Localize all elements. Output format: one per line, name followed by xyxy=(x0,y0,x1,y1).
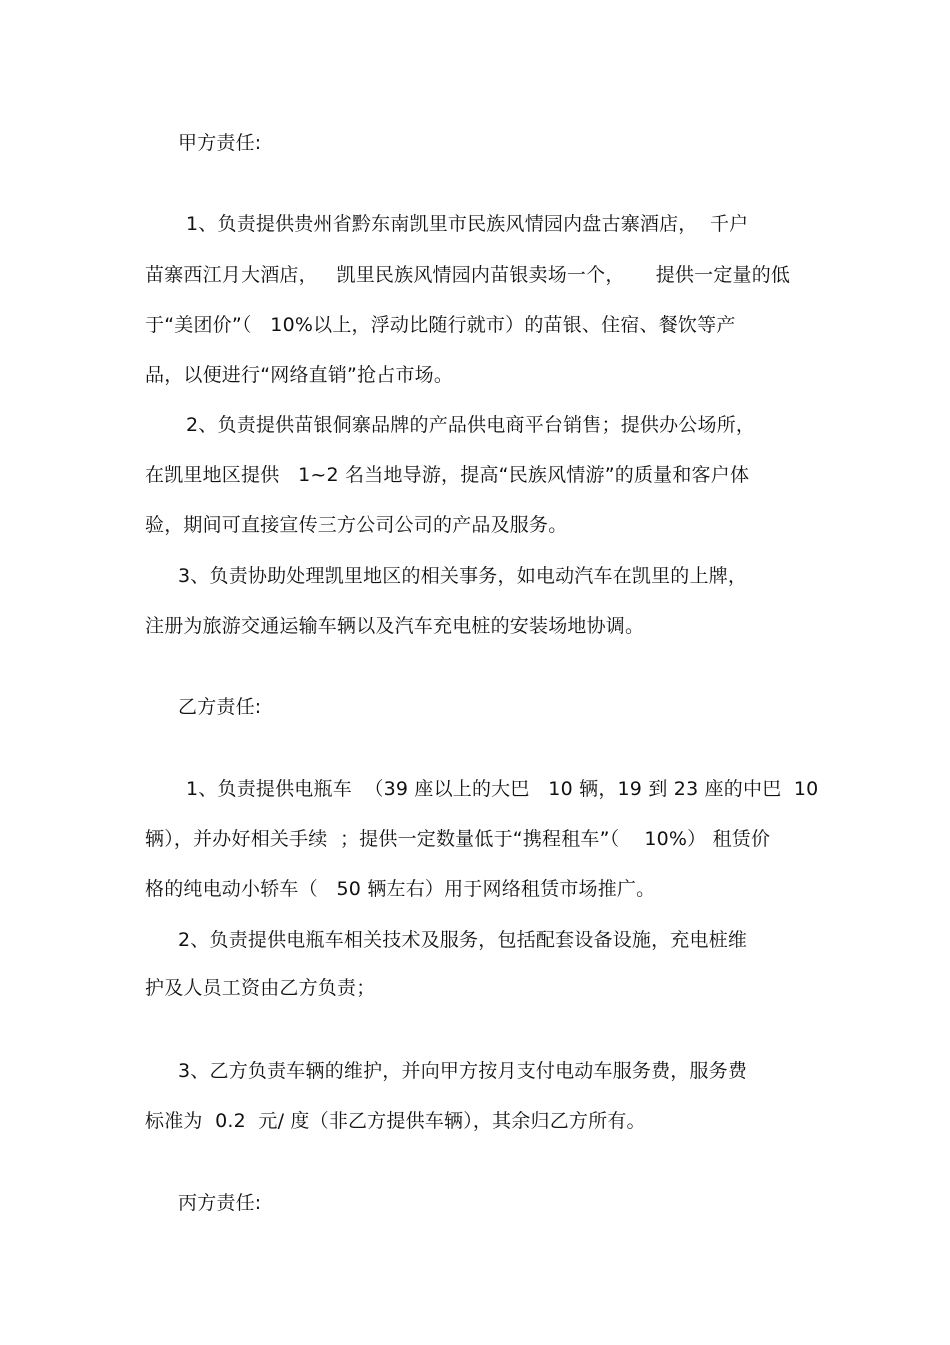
party-a-line-7: 验，期间可直接宣传三方公司公司的产品及服务。 xyxy=(145,514,568,536)
party-a-line-4: 品，以便进行“网络直销”抢占市场。 xyxy=(145,364,454,386)
party-b-line-1: 1、负责提供电瓶车 （39 座以上的大巴 10 辆，19 到 23 座的中巴 10 xyxy=(186,778,819,800)
party-c-heading: 丙方责任: xyxy=(178,1192,262,1214)
party-a-line-8: 3、负责协助处理凯里地区的相关事务，如电动汽车在凯里的上牌， xyxy=(178,565,748,587)
party-a-line-9: 注册为旅游交通运输车辆以及汽车充电桩的安装场地协调。 xyxy=(145,615,645,637)
party-a-line-5: 2、负责提供苗银侗寨品牌的产品供电商平台销售；提供办公场所， xyxy=(186,414,756,436)
party-b-line-6: 3、乙方负责车辆的维护，并向甲方按月支付电动车服务费，服务费 xyxy=(178,1060,748,1082)
party-b-line-3: 格的纯电动小轿车（ 50 辆左右）用于网络租赁市场推广。 xyxy=(145,878,656,900)
party-b-line-5: 护及人员工资由乙方负责； xyxy=(145,977,376,999)
party-b-line-2: 辆），并办好相关手续 ；提供一定数量低于“携程租车”（ 10%） 租赁价 xyxy=(145,828,771,850)
party-a-line-6: 在凯里地区提供 1~2 名当地导游，提高“民族风情游”的质量和客户体 xyxy=(145,464,750,486)
party-b-line-7: 标准为 0.2 元/ 度（非乙方提供车辆），其余归乙方所有。 xyxy=(145,1110,646,1132)
party-a-line-3: 于“美团价”（ 10%以上，浮动比随行就市）的苗银、住宿、餐饮等产 xyxy=(145,314,736,336)
party-a-line-1: 1、负责提供贵州省黔东南凯里市民族风情园内盘古寨酒店， 千户 xyxy=(186,213,749,235)
party-a-line-2: 苗寨西江月大酒店， 凯里民族风情园内苗银卖场一个， 提供一定量的低 xyxy=(145,264,791,286)
party-b-heading: 乙方责任: xyxy=(178,696,262,718)
party-b-line-4: 2、负责提供电瓶车相关技术及服务，包括配套设备设施，充电桩维 xyxy=(178,929,748,951)
party-a-heading: 甲方责任: xyxy=(178,132,262,154)
